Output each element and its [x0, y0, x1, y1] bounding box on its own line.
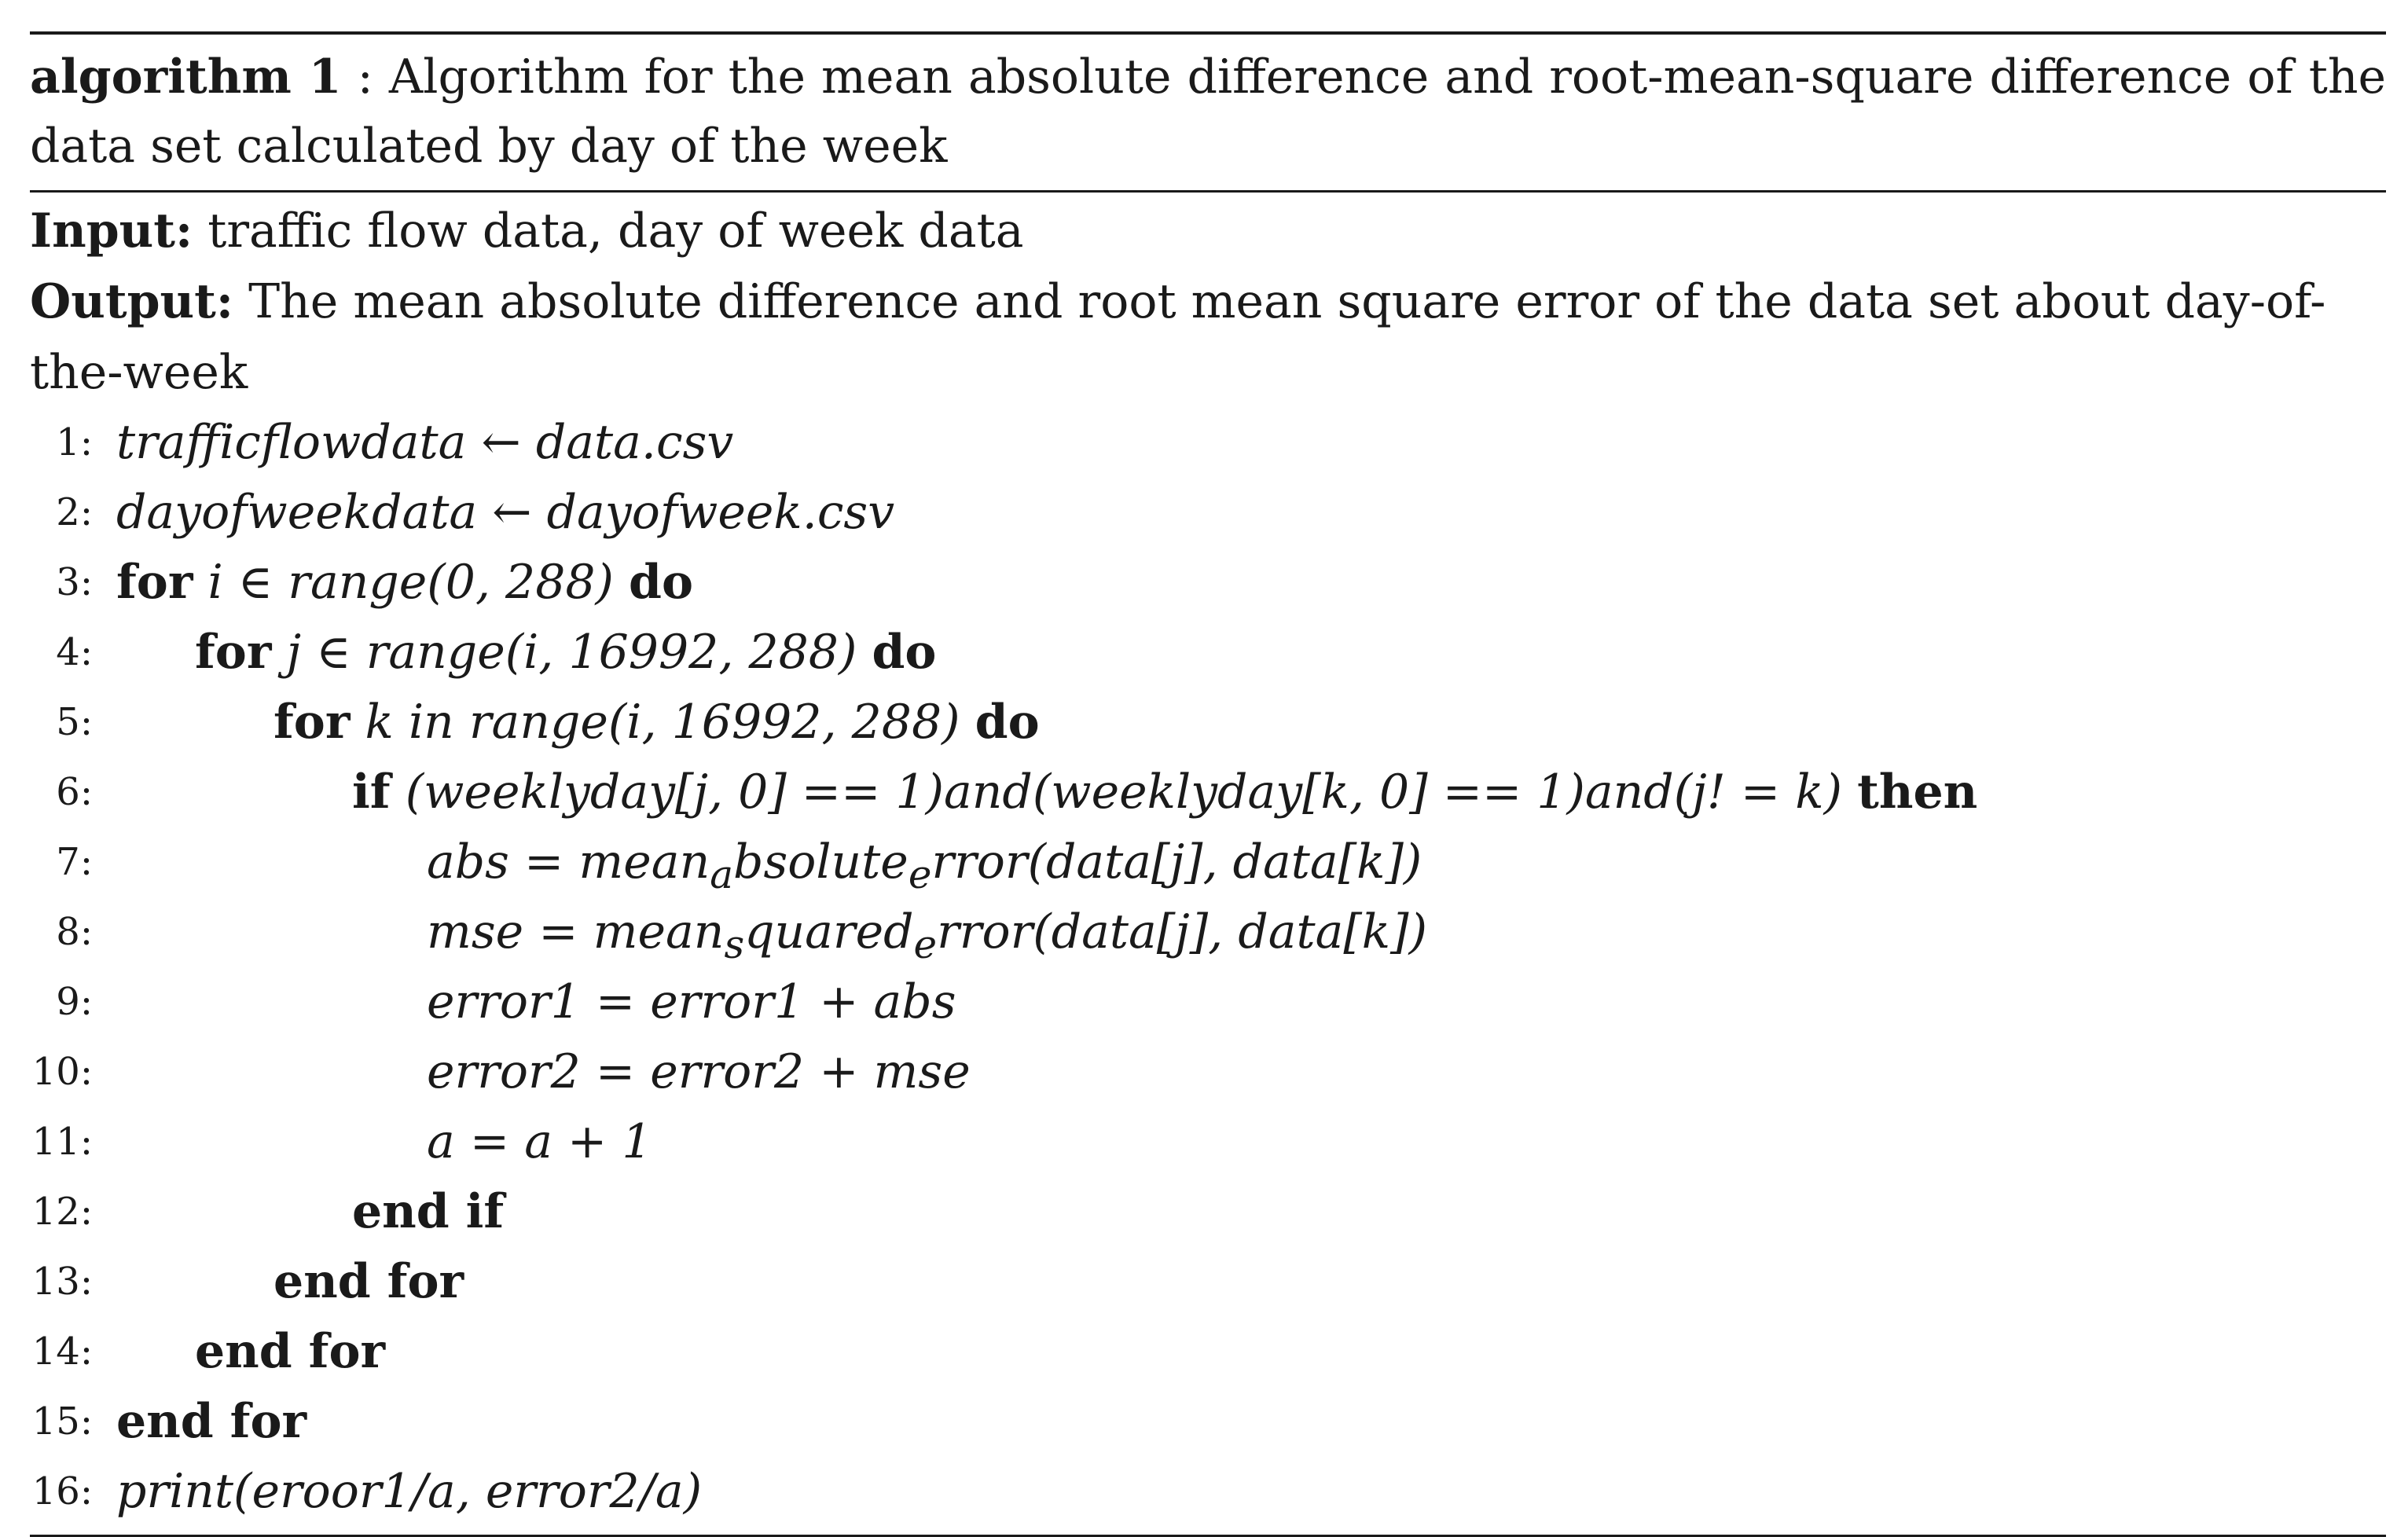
- algorithm-caption: [30, 35, 2386, 190]
- line-code: print(eroor1/a, error2/a): [116, 1464, 703, 1519]
- line-number: 9:: [56, 980, 93, 1024]
- line-code: [352, 757, 1977, 827]
- keyword-do: do: [872, 625, 937, 680]
- line-number: 10:: [31, 1050, 93, 1094]
- algorithm-lines: [30, 408, 2386, 1527]
- code-part: mse = mean: [427, 904, 725, 959]
- code-part: rror(data[j], data[k]): [931, 835, 1422, 890]
- line-number: 13:: [31, 1260, 93, 1304]
- algorithm-line-1: [30, 408, 2386, 478]
- input-label: Input:: [30, 204, 193, 259]
- algorithm-line-7: [30, 827, 2386, 897]
- keyword-for: for: [116, 555, 193, 610]
- algorithm-line-11: [30, 1107, 2386, 1177]
- algorithm-block: [30, 31, 2386, 1537]
- line-number: 4:: [56, 630, 93, 674]
- keyword-if: if: [352, 765, 391, 820]
- line-code: [195, 618, 936, 688]
- output-row: [30, 266, 2386, 408]
- output-text: The mean absolute difference and root mean square error of the data set about day-of-the-week: [30, 274, 2326, 400]
- caption-rule: [30, 190, 2386, 193]
- line-number: 15:: [31, 1399, 93, 1443]
- algorithm-line-3: [30, 548, 2386, 618]
- algorithm-line-15: [30, 1387, 2386, 1457]
- algorithm-line-4: [30, 618, 2386, 688]
- code-subscript: s: [724, 922, 745, 967]
- keyword-end-for: end for: [116, 1394, 307, 1449]
- keyword-do: do: [629, 555, 694, 610]
- code-subscript: e: [908, 852, 932, 897]
- line-number: 6:: [56, 770, 93, 814]
- line-number: 12:: [31, 1190, 93, 1234]
- algorithm-line-8: [30, 897, 2386, 967]
- code-part: abs = mean: [427, 835, 710, 890]
- keyword-do: do: [975, 695, 1040, 750]
- algorithm-line-9: [30, 967, 2386, 1037]
- condition-expression: (weeklyday[j, 0] == 1)and(weeklyday[k, 0] == 1)and(j! = k): [405, 765, 1843, 820]
- keyword-then: then: [1857, 765, 1978, 820]
- code-part: rror(data[j], data[k]): [937, 904, 1427, 959]
- code-part: quared: [744, 904, 914, 959]
- line-code: a = a + 1: [427, 1114, 652, 1169]
- algorithm-line-13: [30, 1247, 2386, 1317]
- line-number: 14:: [31, 1330, 93, 1374]
- line-number: 5:: [56, 700, 93, 744]
- algorithm-line-10: [30, 1037, 2386, 1107]
- line-number: 2:: [56, 490, 93, 534]
- algorithm-label: algorithm 1: [30, 50, 342, 105]
- algorithm-line-12: [30, 1177, 2386, 1247]
- loop-expression: j ∈ range(i, 16992, 288): [286, 625, 857, 680]
- input-row: [30, 196, 2386, 266]
- line-number: 7:: [56, 840, 93, 884]
- loop-expression: i ∈ range(0, 288): [207, 555, 614, 610]
- line-code: trafficflowdata ← data.csv: [116, 415, 734, 470]
- loop-expression: k in range(i, 16992, 288): [365, 695, 960, 750]
- algorithm-line-2: [30, 478, 2386, 548]
- line-code: [116, 548, 693, 618]
- line-code: error1 = error1 + abs: [427, 974, 956, 1029]
- input-text: traffic flow data, day of week data: [207, 204, 1024, 259]
- line-number: 3:: [56, 560, 93, 604]
- line-code: dayofweekdata ← dayofweek.csv: [116, 485, 895, 540]
- keyword-for: for: [195, 625, 272, 680]
- code-subscript: e: [913, 922, 938, 967]
- output-label: Output:: [30, 274, 234, 329]
- line-number: 8:: [56, 910, 93, 954]
- keyword-end-for: end for: [273, 1254, 464, 1309]
- algorithm-line-5: [30, 688, 2386, 757]
- algorithm-line-6: [30, 757, 2386, 827]
- code-part: bsolute: [733, 835, 909, 890]
- algorithm-line-16: [30, 1457, 2386, 1527]
- keyword-end-if: end if: [352, 1184, 505, 1239]
- keyword-for: for: [273, 695, 351, 750]
- code-subscript: a: [710, 852, 734, 897]
- line-code: error2 = error2 + mse: [427, 1044, 971, 1099]
- algorithm-caption-text: : Algorithm for the mean absolute difference and root-mean-square difference of the data set calculated by day of the week: [30, 50, 2386, 174]
- line-number: 11:: [31, 1120, 93, 1164]
- line-number: 1:: [56, 420, 93, 464]
- keyword-end-for: end for: [195, 1324, 386, 1379]
- line-number: 16:: [31, 1469, 93, 1513]
- algorithm-line-14: [30, 1317, 2386, 1387]
- line-code: [273, 688, 1040, 757]
